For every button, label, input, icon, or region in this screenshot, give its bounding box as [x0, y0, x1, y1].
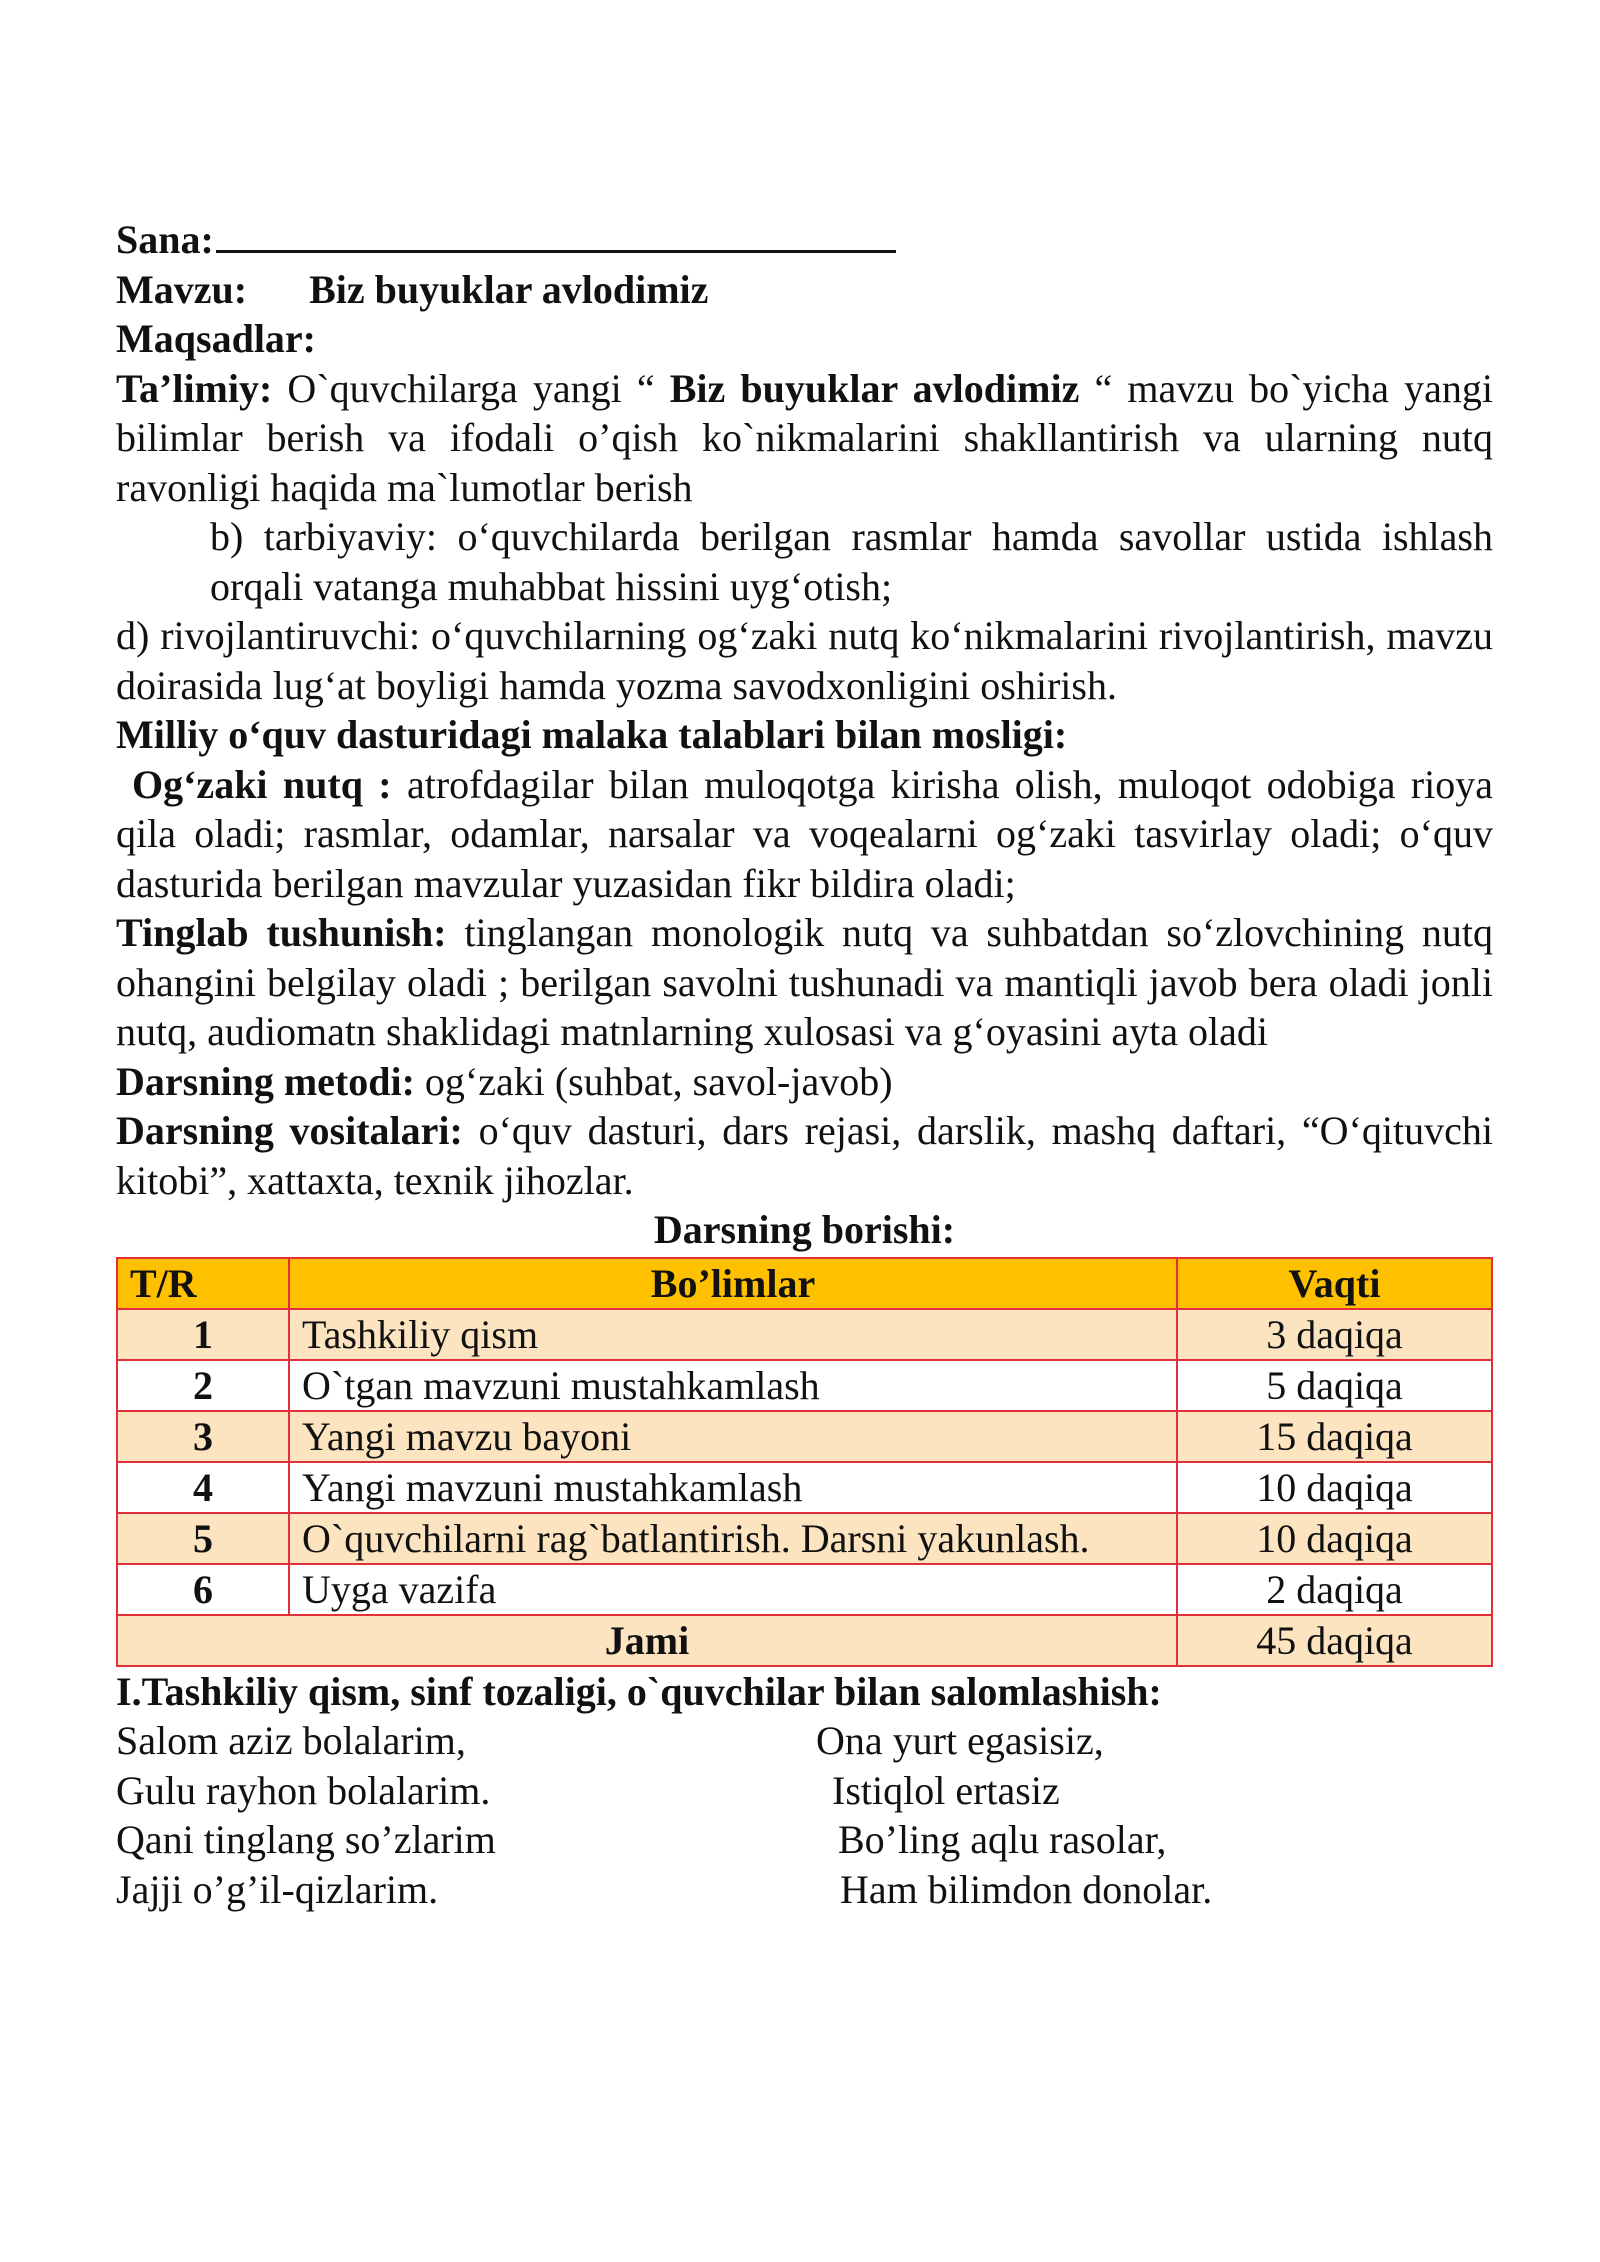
- section1-heading: [116, 1667, 1493, 1717]
- row-number: 3: [117, 1411, 289, 1462]
- table-row: [117, 1360, 1492, 1411]
- poem-left-column: [116, 1716, 816, 1914]
- talimiy-text-after: “ mavzu bo`yicha yangi bilimlar berish va ifodali o’qish ko`nikmalarini shakllantirish va ularning nutq ravonligi haqida ma`lumotlar berish: [116, 365, 1494, 510]
- table-row: [117, 1513, 1492, 1564]
- poem-line: Salom aziz bolalarim,: [116, 1718, 466, 1763]
- total-label: Jami: [117, 1615, 1177, 1666]
- row-time: 2 daqiqa: [1177, 1564, 1492, 1615]
- metodi-label: Darsning metodi:: [116, 1058, 415, 1104]
- row-time: 3 daqiqa: [1177, 1309, 1492, 1360]
- talimiy-label: Ta’limiy:: [116, 365, 273, 411]
- mavzu-label: Mavzu:: [116, 266, 248, 312]
- header-tr: T/R: [117, 1258, 289, 1309]
- row-section: Uyga vazifa: [289, 1564, 1177, 1615]
- tinglab-label: Tinglab tushunish:: [116, 910, 447, 955]
- mavzu-line: [116, 265, 1493, 315]
- tinglab-text: tinglangan monologik nutq va suhbatdan so‘zlovchining nutq ohangini belgilay oladi ; berilgan savolni tushunadi va mantiqli javob bera oladi jonli nutq, audiomatn shaklidagi matnlarning xulosasi va g‘oyasini ayta oladi: [116, 910, 1493, 1054]
- poem-line: Ham bilimdon donolar.: [840, 1866, 1213, 1912]
- metodi-paragraph: [116, 1057, 1493, 1107]
- row-time: 10 daqiqa: [1177, 1513, 1492, 1564]
- table-total-row: [117, 1615, 1492, 1666]
- row-section: Tashkiliy qism: [289, 1309, 1177, 1360]
- metodi-text: og‘zaki (suhbat, savol-javob): [414, 1058, 893, 1104]
- talimiy-paragraph: [116, 364, 1493, 513]
- row-number: 4: [117, 1462, 289, 1513]
- talimiy-text-before: O`quvchilarga yangi “: [272, 365, 670, 411]
- lesson-plan-page: [116, 214, 1493, 1914]
- rivojlantiruvchi-paragraph: d) rivojlantiruvchi: o‘quvchilarning og‘zaki nutq ko‘nikmalarini rivojlantirish, mavzu doirasida lug‘at boyligi hamda yozma savodxonligini oshirish.: [116, 613, 1493, 708]
- sana-blank: [216, 214, 896, 253]
- milliy-title: Milliy o‘quv dasturidagi malaka talablari bilan mosligi:: [116, 712, 1068, 757]
- row-section: Yangi mavzu bayoni: [289, 1411, 1177, 1462]
- vositalari-label: Darsning vositalari:: [116, 1108, 463, 1153]
- maqsadlar-label: Maqsadlar:: [116, 316, 316, 361]
- mavzu-title: Biz buyuklar avlodimiz: [309, 266, 709, 312]
- ogzaki-label: Og‘zaki nutq :: [132, 761, 392, 807]
- sana-label: Sana:: [116, 217, 214, 262]
- poem-line: Ona yurt egasisiz,: [816, 1718, 1104, 1763]
- table-row: [117, 1411, 1492, 1462]
- poem-line: Jajji o’g’il-qizlarim.: [116, 1866, 439, 1912]
- row-time: 15 daqiqa: [1177, 1411, 1492, 1462]
- poem-line: Qani tinglang so’zlarim: [116, 1817, 496, 1862]
- tarbiyaviy-paragraph: b) tarbiyaviy: o‘quvchilarda berilgan rasmlar hamda savollar ustida ishlash orqali vatanga muhabbat hissini uyg‘otish;: [210, 514, 1493, 609]
- ogzaki-paragraph: [116, 760, 1493, 909]
- vositalari-paragraph: [116, 1106, 1493, 1205]
- row-time: 10 daqiqa: [1177, 1462, 1492, 1513]
- poem-line: Istiqlol ertasiz: [832, 1767, 1060, 1813]
- ogzaki-text: atrofdagilar bilan muloqotga kirisha olish, muloqot odobiga rioya qila oladi; rasmlar, odamlar, narsalar va voqealarni og‘zaki tasvirlay oladi; o‘quv dasturida berilgan mavzular yuzasidan fikr bildira oladi;: [116, 761, 1493, 906]
- row-number: 5: [117, 1513, 289, 1564]
- table-row: [117, 1462, 1492, 1513]
- row-number: 1: [117, 1309, 289, 1360]
- total-time: 45 daqiqa: [1177, 1615, 1492, 1666]
- sana-line: [116, 214, 1493, 265]
- maqsadlar-heading: [116, 314, 1493, 364]
- milliy-heading: [116, 710, 1493, 760]
- lesson-schedule-table: [116, 1257, 1493, 1667]
- borishi-title: Darsning borishi:: [653, 1207, 956, 1252]
- table-row: [117, 1309, 1492, 1360]
- row-number: 2: [117, 1360, 289, 1411]
- table-row: [117, 1564, 1492, 1615]
- poem-line: Gulu rayhon bolalarim.: [116, 1767, 491, 1813]
- header-bolimlar: Bo’limlar: [289, 1258, 1177, 1309]
- greeting-poem: [116, 1716, 1493, 1914]
- vositalari-text: o‘quv dasturi, dars rejasi, darslik, mashq daftari, “O‘qituvchi kitobi”, xattaxta, texnik jihozlar.: [116, 1108, 1493, 1203]
- row-time: 5 daqiqa: [1177, 1360, 1492, 1411]
- poem-right-column: [816, 1716, 1212, 1914]
- tinglab-paragraph: [116, 908, 1493, 1057]
- poem-line: Bo’ling aqlu rasolar,: [838, 1817, 1167, 1862]
- section1-title: I.Tashkiliy qism, sinf tozaligi, o`quvchilar bilan salomlashish:: [116, 1668, 1162, 1714]
- row-section: O`tgan mavzuni mustahkamlash: [289, 1360, 1177, 1411]
- table-header-row: [117, 1258, 1492, 1309]
- talimiy-topic: Biz buyuklar avlodimiz: [669, 365, 1080, 411]
- row-section: O`quvchilarni rag`batlantirish. Darsni yakunlash.: [289, 1513, 1177, 1564]
- row-section: Yangi mavzuni mustahkamlash: [289, 1462, 1177, 1513]
- header-vaqti: Vaqti: [1177, 1258, 1492, 1309]
- row-number: 6: [117, 1564, 289, 1615]
